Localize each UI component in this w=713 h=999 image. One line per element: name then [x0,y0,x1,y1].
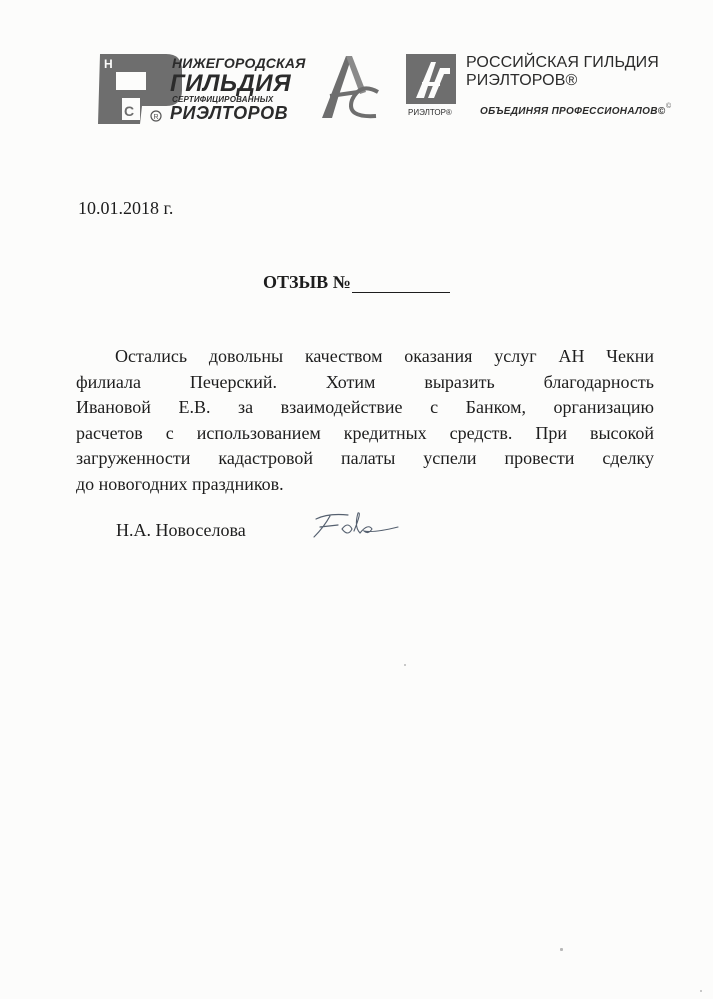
paragraph-line: Ивановой Е.В. за взаимодействие с Банком, организацию [76,397,654,417]
paragraph-line: филиала Печерский. Хотим выразить благодарность [76,371,654,392]
ngsr-logo-line2: ГИЛЬДИЯ [170,70,292,97]
ngsr-logo-line4: РИЭЛТОРОВ [170,103,289,123]
rgr-logo-line1: РОССИЙСКАЯ ГИЛЬДИЯ [466,54,659,71]
rgr-logo-mark-caption: РИЭЛТОР® [408,108,452,117]
document-date: 10.01.2018 г. [78,198,174,218]
scan-speck [404,664,406,666]
document-title [263,272,450,293]
ngsr-logo-line1: НИЖЕГОРОДСКАЯ [172,55,306,71]
paragraph-line: расчетов с использованием кредитных средств. При высокой [76,422,654,443]
handwritten-signature [308,507,404,543]
svg-text:R: R [153,114,159,121]
svg-text:©: © [666,103,672,110]
paragraph-line: загруженности кадастровой палаты успели провести сделку [76,448,654,468]
svg-text:C: C [124,103,135,119]
document-title-text: ОТЗЫВ № [263,272,351,292]
signer-name: Н.А. Новоселова [116,520,246,540]
scan-speck [560,948,563,951]
as-monogram-logo [316,52,384,124]
ngsr-logo-line3: СЕРТИФИЦИРОВАННЫХ [172,95,274,104]
scan-speck [700,990,702,992]
number-blank-line [352,274,450,293]
paragraph-line: до новогодних праздников. [76,473,284,494]
svg-text:H: H [104,57,113,71]
rgr-logo-line2: РИЭЛТОРОВ® [466,72,578,89]
review-paragraph [76,344,654,497]
rgr-logo-line3: ОБЪЕДИНЯЯ ПРОФЕССИОНАЛОВ© [480,106,666,117]
paragraph-line: Остались довольны качеством оказания услуг АН Чекни [115,346,654,366]
